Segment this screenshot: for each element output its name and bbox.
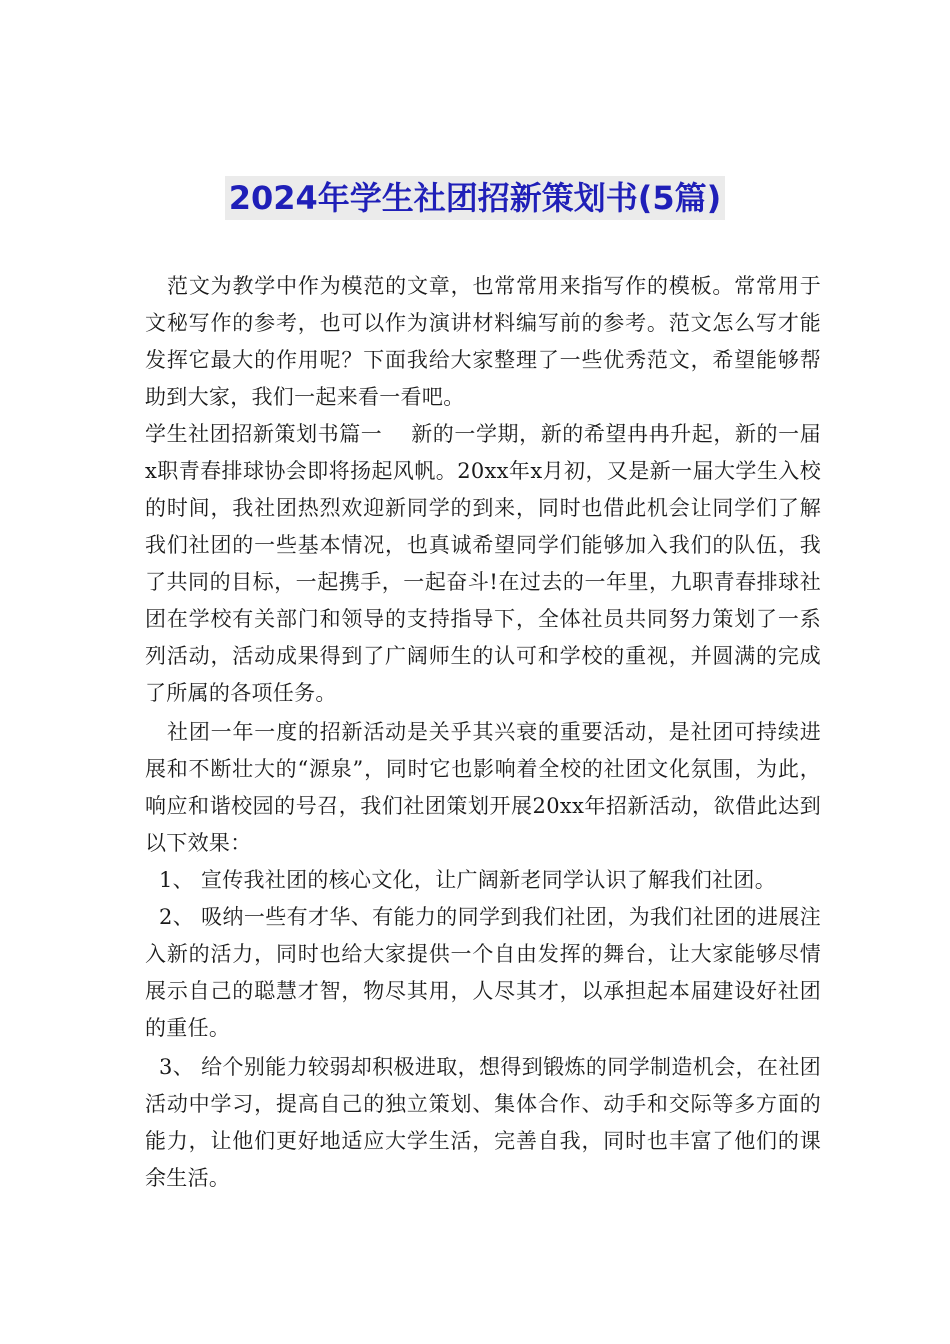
section-paragraph-1: 学生社团招新策划书篇一 新的一学期，新的希望冉冉升起，新的一届x职青春排球协会即将扬起风帆。20xx年x月初，又是新一届大学生入校的时间，我社团热烈欢迎新同学的到来，同时也借此机会让同学们了解我们社团的一些基本情况，也真诚希望同学们能够加入我们的队伍，我了共同的目标，一起携手，一起奋斗!在过去的一年里，九职青春排球社团在学校有关部门和领导的支持指导下，全体社员共同努力策划了一系列活动，活动成果得到了广阔师生的认可和学校的重视，并圆满的完成了所属的各项任务。	[145, 422, 821, 705]
list-item-2: 2、 吸纳一些有才华、有能力的同学到我们社团，为我们社团的进展注入新的活力，同时也给大家提供一个自由发挥的舞台，让大家能够尽情展示自己的聪慧才智，物尽其用，人尽其才，以承担起本届建设好社团的重任。	[145, 905, 821, 1040]
document-body	[145, 268, 821, 1197]
document-title-text: 2024年学生社团招新策划书(5篇)	[225, 176, 726, 220]
intro-paragraph: 范文为教学中作为模范的文章，也常常用来指写作的模板。常常用于文秘写作的参考，也可以作为演讲材料编写前的参考。范文怎么写才能发挥它最大的作用呢？下面我给大家整理了一些优秀范文，希望能够帮助到大家，我们一起来看一看吧。	[145, 274, 821, 409]
list-item-1: 1、 宣传我社团的核心文化，让广阔新老同学认识了解我们社团。	[159, 868, 777, 892]
document-title	[0, 176, 950, 220]
section-paragraph-2: 社团一年一度的招新活动是关乎其兴衰的重要活动，是社团可持续进展和不断壮大的“源泉”，同时它也影响着全校的社团文化氛围，为此，响应和谐校园的号召，我们社团策划开展20xx年招新活动，欲借此达到以下效果：	[145, 720, 821, 855]
list-item-3: 3、 给个别能力较弱却积极进取，想得到锻炼的同学制造机会，在社团活动中学习，提高自己的独立策划、集体合作、动手和交际等多方面的能力，让他们更好地适应大学生活，完善自我，同时也丰富了他们的课余生活。	[145, 1055, 821, 1190]
